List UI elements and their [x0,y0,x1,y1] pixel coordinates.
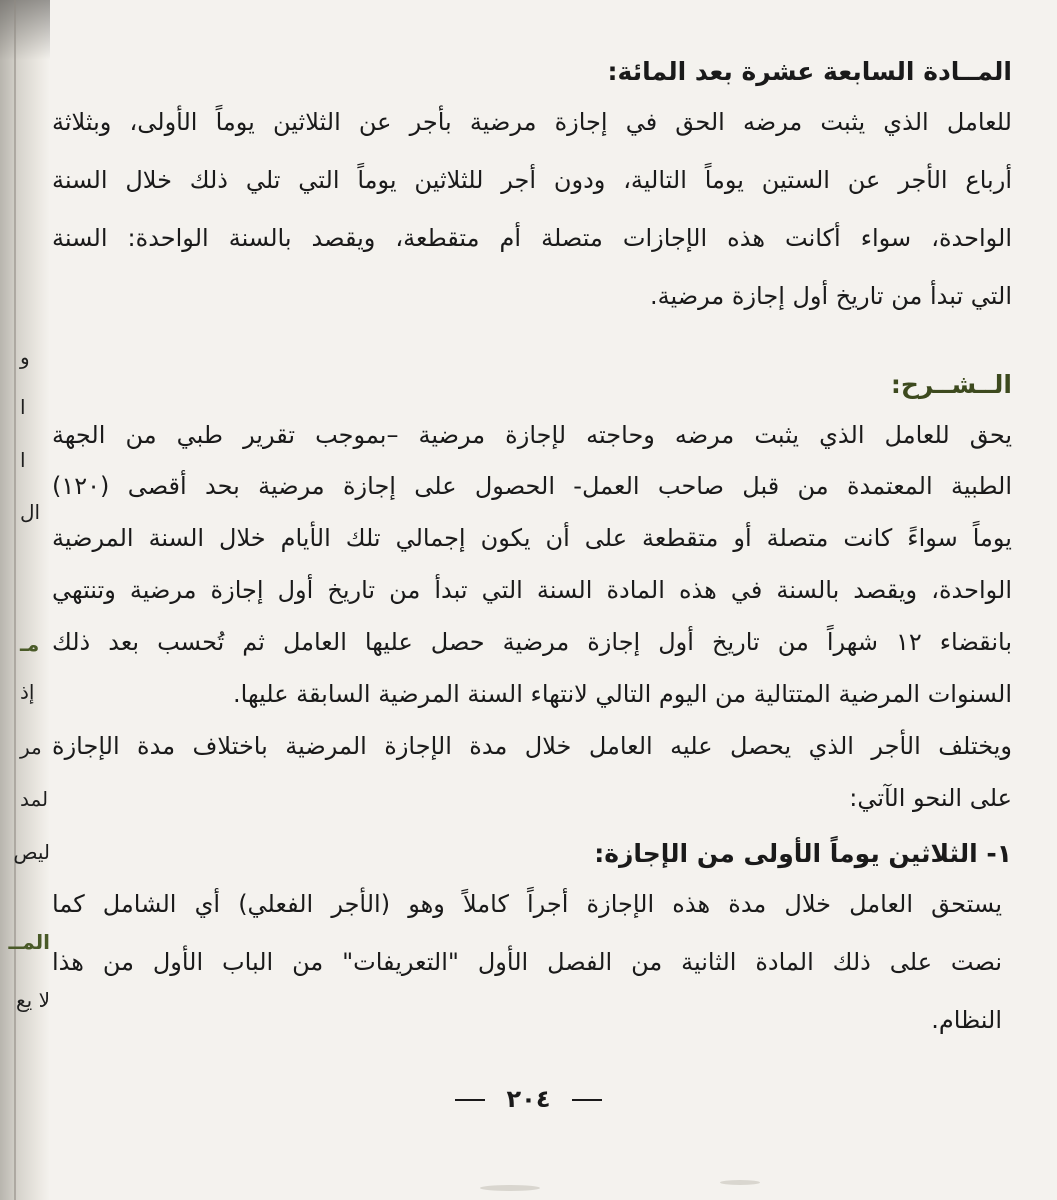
explanation-line: على النحو الآتي: [849,784,1012,812]
explanation-line: بانقضاء ١٢ شهراً من تاريخ أول إجازة مرضية حصل عليها العامل ثم تُحسب بعد ذلك [52,628,1012,656]
article-line: التي تبدأ من تاريخ أول إجازة مرضية. [650,282,1012,310]
page-number-value: ٢٠٤ [506,1085,551,1113]
explanation-line: الواحدة، ويقصد بالسنة في هذه المادة السنة التي تبدأ من تاريخ أول إجازة مرضية وتنتهي [52,576,1012,604]
adjacent-page-fragment: و [20,345,30,369]
binding-shadow [0,0,50,60]
section-line: يستحق العامل خلال مدة هذه الإجازة أجراً كاملاً وهو (الأجر الفعلي) أي الشامل كما [52,890,1002,918]
adjacent-page-fragment: مر [20,735,42,759]
explanation-line: يوماً سواءً كانت متصلة أو متقطعة على أن يكون إجمالي تلك الأيام خلال السنة المرضية [52,524,1012,552]
scan-artifact [720,1180,760,1185]
explanation-line: ويختلف الأجر الذي يحصل عليه العامل خلال مدة الإجازة المرضية باختلاف مدة الإجازة [52,732,1012,760]
adjacent-page-fragment: ليص [13,840,50,864]
section-line: نصت على ذلك المادة الثانية من الفصل الأول "التعريفات" من الباب الأول من هذا [52,948,1002,976]
binding-fold [14,0,16,1200]
adjacent-page-fragment: إذ [20,680,35,704]
page-number [0,1085,1057,1113]
explanation-line: الطبية المعتمدة من قبل صاحب العمل- الحصول على إجازة مرضية بحد أقصى (١٢٠) [52,472,1012,500]
article-line: للعامل الذي يثبت مرضه الحق في إجازة مرضية بأجر عن الثلاثين يوماً الأولى، وبثلاثة [52,108,1012,136]
adjacent-page-fragment: ا [20,395,26,419]
adjacent-page-fragment: ال [20,500,41,524]
article-line: الواحدة، سواء أكانت هذه الإجازات متصلة أم متقطعة، ويقصد بالسنة الواحدة: السنة [52,224,1012,252]
adjacent-page-fragment: لمد [20,787,49,811]
scan-artifact [480,1185,540,1191]
adjacent-page-fragment: المــ [8,930,50,954]
explanation-line: السنوات المرضية المتتالية من اليوم التالي لانتهاء السنة المرضية السابقة عليها. [233,680,1012,708]
explanation-line: يحق للعامل الذي يثبت مرضه وحاجته لإجازة مرضية –بموجب تقرير طبي من الجهة [52,421,1012,449]
page-number-dash [455,1099,485,1101]
adjacent-page-fragment: مـ [20,632,40,656]
adjacent-page-strip [0,0,50,1200]
page-number-dash [572,1099,602,1101]
adjacent-page-fragment: لا يع [16,988,50,1012]
adjacent-page-fragment: ا [20,448,26,472]
article-line: أرباع الأجر عن الستين يوماً التالية، ودون أجر للثلاثين يوماً التي تلي ذلك خلال السنة [52,166,1012,194]
section-line: النظام. [931,1006,1002,1034]
explanation-title: الــشــرح: [890,370,1012,399]
section-title: ١- الثلاثين يوماً الأولى من الإجازة: [594,839,1012,868]
article-title: المــادة السابعة عشرة بعد المائة: [607,57,1012,86]
